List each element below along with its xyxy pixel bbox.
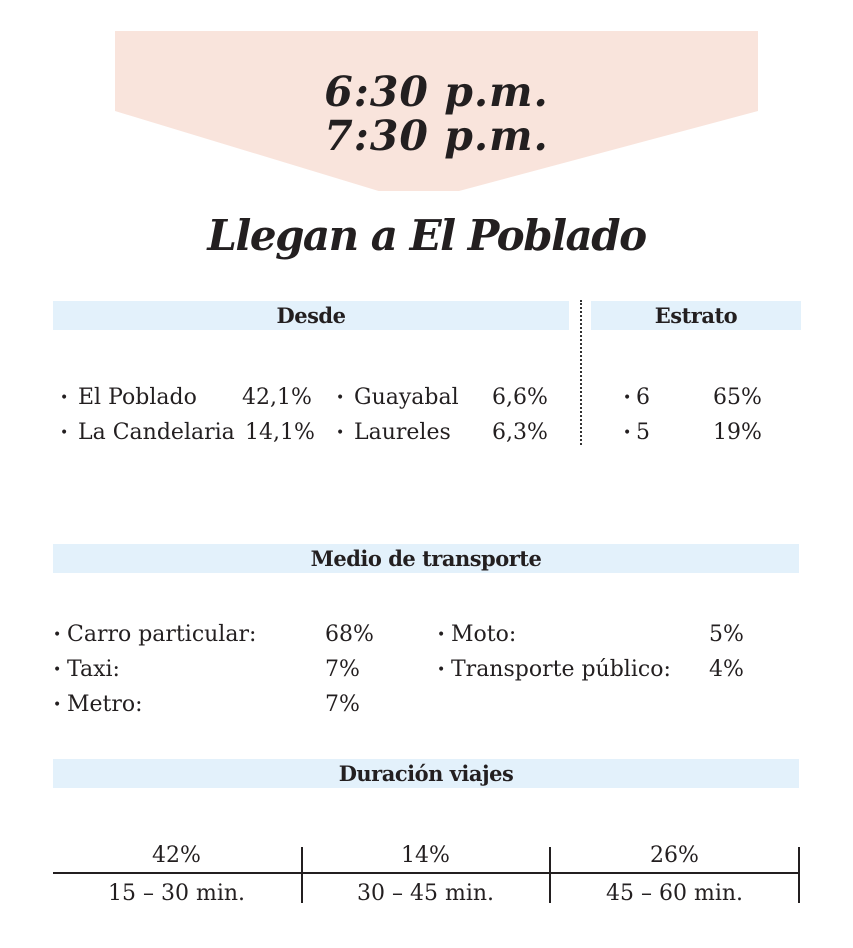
duracion-divider xyxy=(798,847,800,903)
time-start: 6:30 p.m. xyxy=(324,68,549,116)
bullet: • xyxy=(60,425,69,441)
estrato-item-value: 19% xyxy=(713,420,762,445)
desde-item-label: La Candelaria xyxy=(78,420,235,445)
bullet: • xyxy=(623,425,632,441)
transporte-item-label: Moto: xyxy=(451,622,517,647)
desde-item-label: Guayabal xyxy=(354,385,459,410)
bullet: • xyxy=(437,662,446,678)
duracion-bin-pct: 42% xyxy=(152,843,201,868)
transporte-item-label: Taxi: xyxy=(67,657,120,682)
bullet: • xyxy=(60,390,69,406)
transporte-item-value: 68% xyxy=(325,622,374,647)
desde-item-value: 6,6% xyxy=(492,385,548,410)
transporte-item-value: 7% xyxy=(325,657,360,682)
bullet: • xyxy=(53,697,62,713)
duracion-bin-label: 15 – 30 min. xyxy=(107,881,246,906)
bullet: • xyxy=(336,425,345,441)
bullet: • xyxy=(623,390,632,406)
time-end: 7:30 p.m. xyxy=(324,112,549,160)
desde-item-value: 14,1% xyxy=(245,420,315,445)
desde-item-label: Laureles xyxy=(354,420,451,445)
estrato-item-label: 5 xyxy=(636,420,650,445)
duracion-header: Duración viajes xyxy=(53,759,799,788)
duracion-bin-pct: 26% xyxy=(650,843,699,868)
transporte-item-value: 7% xyxy=(325,692,360,717)
transporte-header: Medio de transporte xyxy=(53,544,799,573)
column-divider xyxy=(580,300,582,445)
page-title: Llegan a El Poblado xyxy=(207,211,646,260)
transporte-item-label: Transporte público: xyxy=(451,657,671,682)
desde-item-label: El Poblado xyxy=(78,385,197,410)
desde-header: Desde xyxy=(53,301,569,330)
duracion-bin-pct: 14% xyxy=(401,843,450,868)
bullet: • xyxy=(53,662,62,678)
transporte-item-label: Carro particular: xyxy=(67,622,257,647)
transporte-item-value: 4% xyxy=(709,657,744,682)
estrato-item-value: 65% xyxy=(713,385,762,410)
duracion-bin-label: 45 – 60 min. xyxy=(605,881,744,906)
transporte-item-label: Metro: xyxy=(67,692,143,717)
estrato-header: Estrato xyxy=(591,301,801,330)
duracion-bin-label: 30 – 45 min. xyxy=(356,881,495,906)
desde-item-value: 6,3% xyxy=(492,420,548,445)
desde-item-value: 42,1% xyxy=(242,385,312,410)
bullet: • xyxy=(53,627,62,643)
bullet: • xyxy=(437,627,446,643)
transporte-item-value: 5% xyxy=(709,622,744,647)
duracion-axis-line xyxy=(53,872,800,874)
estrato-item-label: 6 xyxy=(636,385,650,410)
bullet: • xyxy=(336,390,345,406)
